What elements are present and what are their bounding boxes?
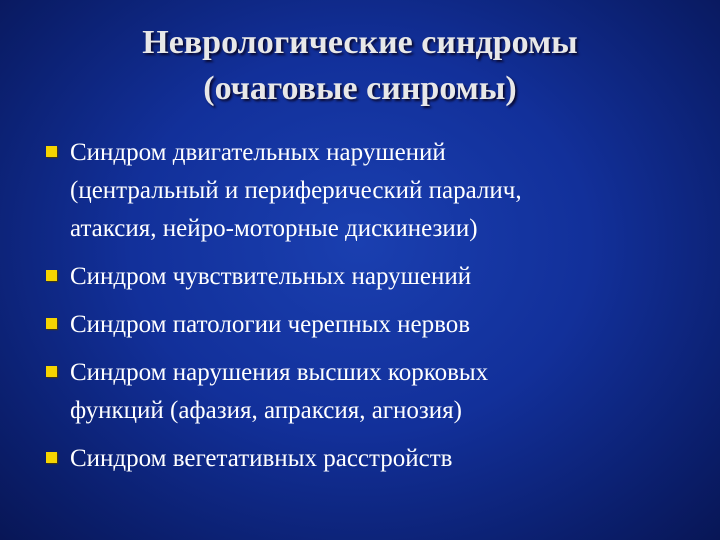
bullet-line: Синдром чувствительных нарушений — [70, 263, 472, 290]
bullet-marker-icon — [46, 452, 57, 463]
bullet-marker-icon — [46, 318, 57, 329]
bullet-item-cortical-functions — [44, 354, 694, 430]
bullet-line: атаксия, нейро-моторные дискинезии) — [70, 215, 478, 242]
bullet-line: Синдром двигательных нарушений — [70, 139, 446, 166]
bullet-item-vegetative — [44, 440, 694, 478]
bullet-marker-icon — [46, 146, 57, 157]
bullet-list — [44, 134, 694, 488]
bullet-line: Синдром вегетативных расстройств — [70, 445, 453, 472]
slide-title-line-1: Неврологические синдромы — [142, 24, 578, 61]
bullet-item-cranial-nerves — [44, 306, 694, 344]
bullet-item-motor — [44, 134, 694, 248]
bullet-line: Синдром нарушения высших корковых — [70, 359, 489, 386]
slide-title-line-2: (очаговые синромы) — [203, 70, 517, 107]
bullet-line: (центральный и периферический паралич, — [70, 177, 522, 204]
bullet-line: функций (афазия, апраксия, агнозия) — [70, 397, 463, 424]
bullet-line: Синдром патологии черепных нервов — [70, 311, 471, 338]
slide-title — [0, 20, 720, 112]
bullet-marker-icon — [46, 366, 57, 377]
bullet-marker-icon — [46, 270, 57, 281]
bullet-item-sensory — [44, 258, 694, 296]
